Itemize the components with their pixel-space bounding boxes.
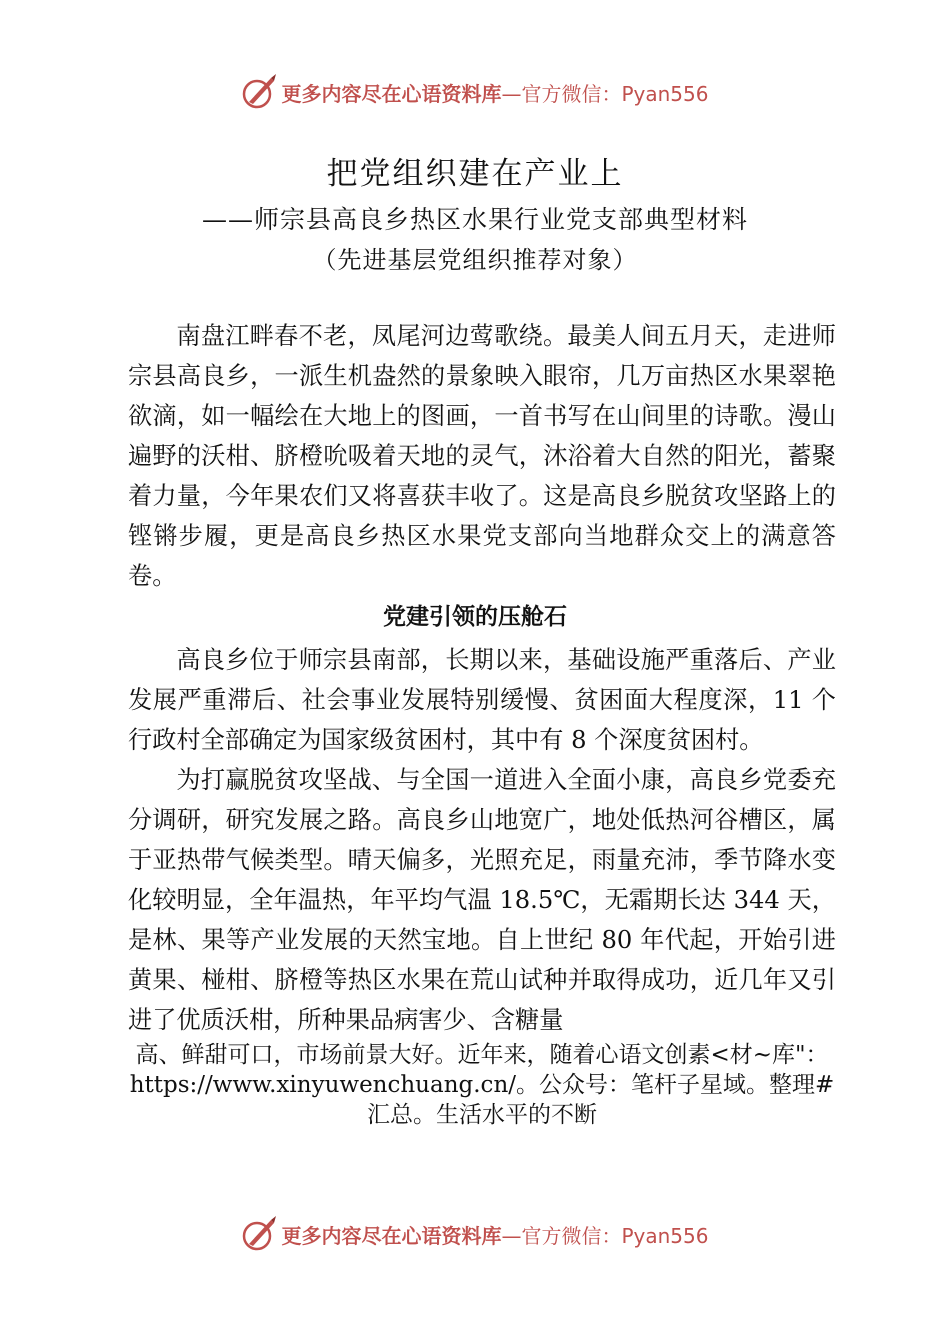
- banner-site-name: 更多内容尽在心语资料库: [281, 81, 502, 106]
- footer-banner: [0, 1214, 950, 1254]
- quill-logo-icon: [241, 1214, 277, 1254]
- banner-wechat: —官方微信：Pyan556: [501, 1223, 709, 1248]
- document-subtitle-note: （先进基层党组织推荐对象）: [312, 246, 638, 274]
- paragraph-development-tail: 高、鲜甜可口，市场前景大好。近年来，随着心语文创素<材~库"：https://www.xinyuwenchuang.cn/。公众号：笔杆子星域。整理#汇总。生活水平的不断: [129, 1042, 835, 1128]
- quill-logo-icon: [241, 72, 277, 112]
- banner-wechat: —官方微信：Pyan556: [501, 81, 709, 106]
- header-banner: [0, 72, 950, 112]
- paragraph-intro: 南盘江畔春不老，凤尾河边莺歌绕。最美人间五月天，走进师宗县高良乡，一派生机盎然的景象映入眼帘，几万亩热区水果翠艳欲滴，如一幅绘在大地上的图画，一首书写在山间里的诗歌。漫山遍野的沃柑、脐橙吮吸着天地的灵气，沐浴着大自然的阳光，蓄聚着力量，今年果农们又将喜获丰收了。这是高良乡脱贫攻坚路上的铿锵步履，更是高良乡热区水果党支部向当地群众交上的满意答卷。: [128, 322, 836, 590]
- section-heading: 党建引领的压舱石: [383, 604, 567, 630]
- banner-site-name: 更多内容尽在心语资料库: [281, 1223, 502, 1248]
- paragraph-background: 高良乡位于师宗县南部，长期以来，基础设施严重落后、产业发展严重滞后、社会事业发展特别缓慢、贫困面大程度深，11 个行政村全部确定为国家级贫困村，其中有 8 个深度贫困村。: [128, 646, 836, 754]
- document-title: 把党组织建在产业上: [326, 156, 624, 192]
- paragraph-development: 为打赢脱贫攻坚战、与全国一道进入全面小康，高良乡党委充分调研，研究发展之路。高良乡山地宽广，地处低热河谷槽区，属于亚热带气候类型。晴天偏多，光照充足，雨量充沛，季节降水变化较明显，全年温热，年平均气温 18.5℃，无霜期长达 344 天，是林、果等产业发展的天然宝地。自上世纪 80 年代起，开始引进黄果、椪柑、脐橙等热区水果在荒山试种并取得成功，近几年又引进了优质沃柑，所种果品病害少、含糖量: [128, 766, 836, 1034]
- document-subtitle: ——师宗县高良乡热区水果行业党支部典型材料: [201, 205, 748, 234]
